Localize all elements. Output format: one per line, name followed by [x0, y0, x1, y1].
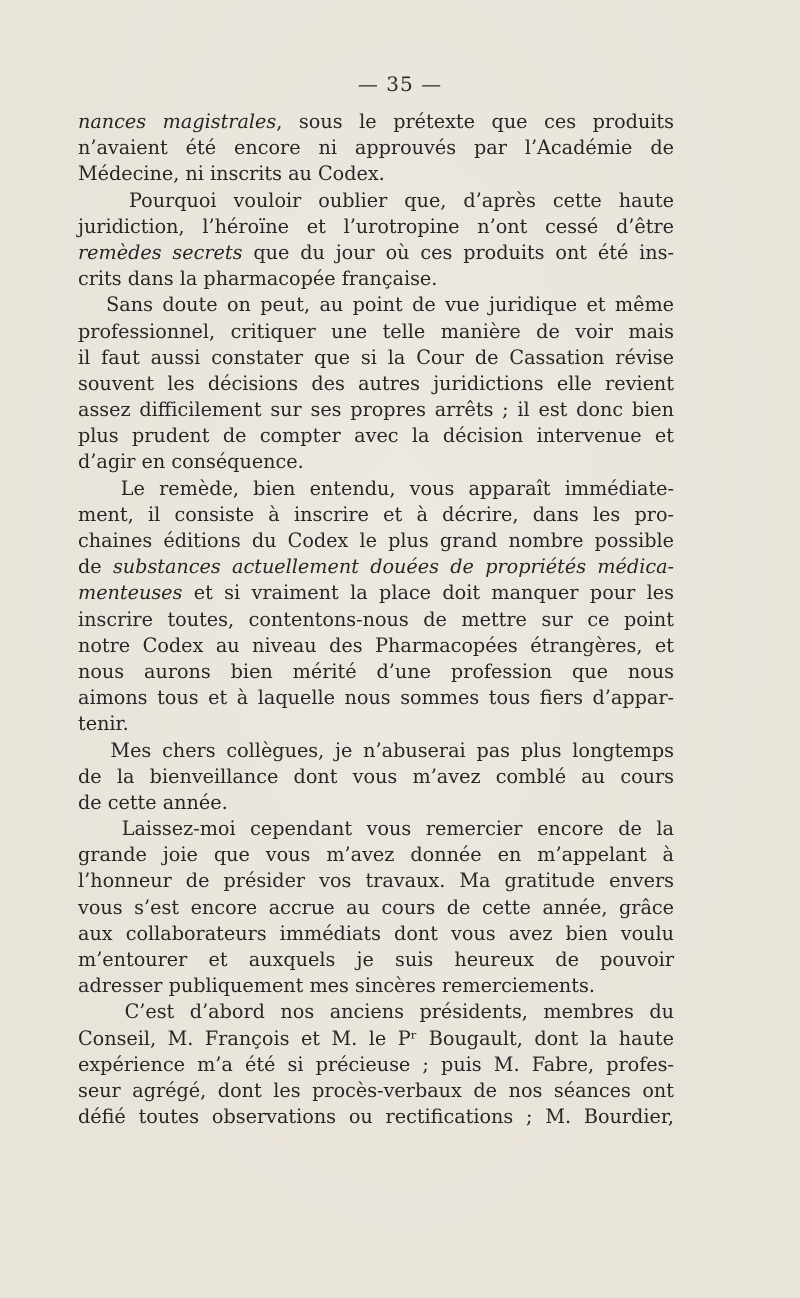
- text-line: [78, 423, 674, 449]
- text-segment: m’entourer et auxquels je suis heureux de pouvoir: [78, 948, 674, 971]
- text-line: [78, 135, 674, 161]
- text-segment: Pourquoi vouloir oublier que, d’après cette haute: [78, 188, 674, 212]
- text-segment: grande joie que vous m’avez donnée en m’appelant à: [78, 843, 674, 867]
- text-segment: de: [78, 555, 113, 579]
- text-line: [78, 999, 674, 1025]
- text-segment: défié toutes observations ou rectifications ; M. Bourdier,: [78, 1105, 674, 1129]
- text-line: [78, 633, 674, 659]
- text-segment: Sans doute on peut, au point de vue juridique et même: [78, 293, 674, 317]
- text-segment: il faut aussi constater que si la Cour de Cassation révise: [78, 345, 674, 369]
- text-line: [78, 188, 674, 214]
- text-segment: nous aurons bien mérité d’une profession que nous: [78, 659, 674, 683]
- text-segment: professionnel, critiquer une telle manière de voir mais: [78, 319, 674, 343]
- text-segment: souvent les décisions des autres juridictions elle revient: [78, 371, 674, 395]
- page-number: — 35 —: [357, 72, 443, 96]
- text-segment: C’est d’abord nos anciens présidents, membres du: [78, 1000, 674, 1024]
- text-line: [78, 476, 674, 502]
- text-line: [78, 580, 674, 606]
- text-line: [78, 1026, 674, 1052]
- text-line: [78, 214, 674, 240]
- text-segment: Le remède, bien entendu, vous apparaît immédiate-: [78, 476, 674, 500]
- text-line: [78, 502, 674, 528]
- text-line: [78, 685, 674, 711]
- text-line: [78, 816, 674, 842]
- italic-text: remèdes secrets: [78, 240, 243, 264]
- text-line: [78, 109, 674, 135]
- text-line: [78, 266, 674, 292]
- text-segment: Mes chers collègues, je n’abuserai pas plus longtemps: [78, 738, 674, 762]
- text-line: [78, 319, 674, 345]
- text-line: [78, 895, 674, 921]
- text-segment: juridiction, l’héroïne et l’urotropine n’ont cessé d’être: [78, 214, 674, 238]
- text-segment: inscrire toutes, contentons-nous de mettre sur ce point: [78, 607, 674, 631]
- text-segment: vous s’est encore accrue au cours de cette année, grâce: [78, 895, 674, 919]
- text-segment: aimons tous et à laquelle nous sommes tous fiers d’appar-: [78, 686, 674, 710]
- text-segment: Conseil, M. François et M. le Pʳ Bougault, dont la haute: [78, 1026, 674, 1050]
- text-line: [78, 1104, 674, 1130]
- text-segment: l’honneur de présider vos travaux. Ma gratitude envers: [78, 869, 674, 893]
- text-line: [78, 397, 674, 423]
- text-segment: plus prudent de compter avec la décision intervenue et: [78, 424, 674, 448]
- text-line: [78, 371, 674, 397]
- text-line: [78, 345, 674, 371]
- text-line: [78, 764, 674, 790]
- text-segment: de la bienveillance dont vous m’avez comblé au cours: [78, 764, 674, 788]
- text-line: [78, 947, 674, 973]
- text-segment: expérience m’a été si précieuse ; puis M. Fabre, profes-: [78, 1052, 674, 1076]
- text-line: [78, 292, 674, 318]
- italic-text: menteuses: [78, 581, 183, 605]
- text-line: [78, 1078, 674, 1104]
- text-line: [78, 528, 674, 554]
- text-line: [78, 449, 674, 475]
- text-line: [78, 554, 674, 580]
- text-segment: seur agrégé, dont les procès-verbaux de nos séances ont: [78, 1078, 674, 1102]
- text-segment: et si vraiment la place doit manquer pour les: [182, 581, 674, 605]
- text-line: [78, 659, 674, 685]
- text-segment: ment, il consiste à inscrire et à décrire, dans les pro-: [78, 502, 674, 526]
- text-segment: chaines éditions du Codex le plus grand nombre possible: [78, 529, 674, 552]
- text-segment: adresser publiquement mes sincères remerciements.: [78, 974, 595, 998]
- text-line: [78, 607, 674, 633]
- text-segment: crits dans la pharmacopée française.: [78, 267, 438, 291]
- text-line: [78, 1052, 674, 1078]
- text-line: [78, 738, 674, 764]
- text-segment: de cette année.: [78, 790, 228, 814]
- italic-text: substances actuellement douées de propriétés médica-: [112, 555, 674, 579]
- text-segment: aux collaborateurs immédiats dont vous avez bien voulu: [78, 921, 674, 945]
- text-segment: que du jour où ces produits ont été ins-: [242, 240, 674, 264]
- text-line: [78, 161, 674, 187]
- text-segment: tenir.: [78, 712, 129, 736]
- text-line: [78, 973, 674, 999]
- text-segment: assez difficilement sur ses propres arrêts ; il est donc bien: [78, 398, 674, 422]
- text-line: [78, 868, 674, 894]
- body-text: [78, 109, 674, 1130]
- text-segment: Médecine, ni inscrits au Codex.: [78, 162, 385, 186]
- text-segment: n’avaient été encore ni approuvés par l’Académie de: [78, 136, 674, 160]
- text-segment: notre Codex au niveau des Pharmacopées étrangères, et: [78, 633, 674, 657]
- text-segment: d’agir en conséquence.: [78, 450, 304, 474]
- text-line: [78, 790, 674, 816]
- italic-text: nances magistrales: [78, 110, 277, 133]
- text-line: [78, 711, 674, 737]
- text-line: [78, 240, 674, 266]
- text-segment: , sous le prétexte que ces produits: [276, 110, 674, 133]
- text-line: [78, 842, 674, 868]
- text-segment: Laissez-moi cependant vous remercier encore de la: [78, 817, 674, 841]
- text-line: [78, 921, 674, 947]
